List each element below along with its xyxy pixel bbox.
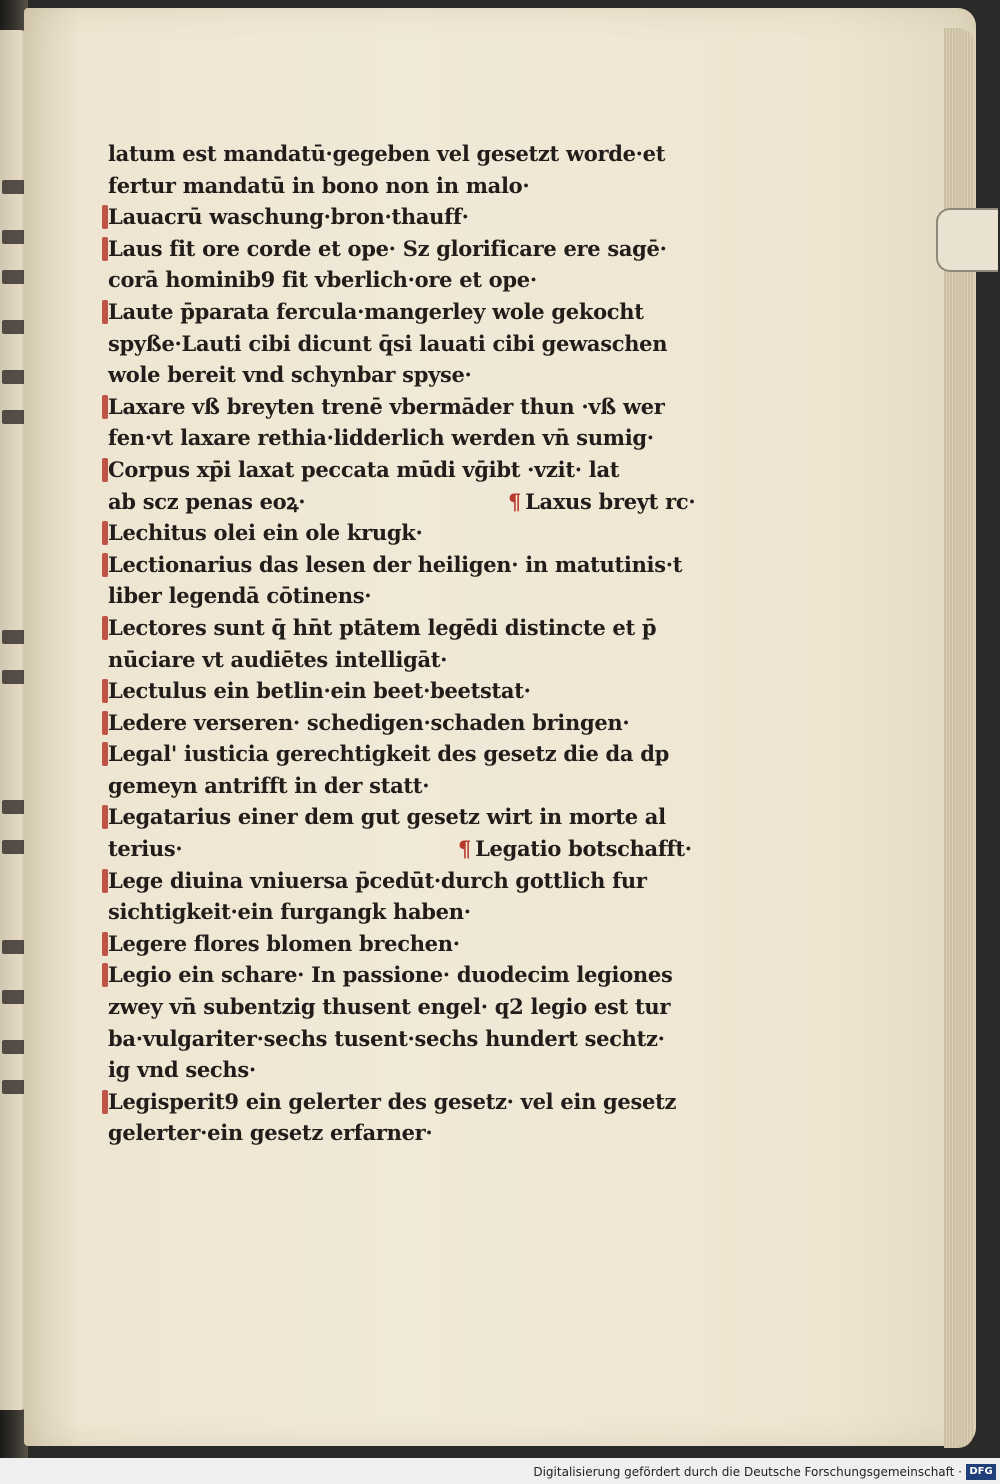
dfg-logo: DFG — [966, 1464, 996, 1480]
text-line-content: Legatarius einer dem gut gesetz wirt in morte al — [108, 804, 666, 830]
text-line-content: Laxare vß breyten trenē vbermāder thun ·vß wer — [108, 393, 665, 419]
text-line — [108, 138, 748, 170]
text-line — [108, 770, 748, 802]
text-line-content: Lectores sunt q̄ hn̄t ptātem legēdi distincte et p̄ — [108, 614, 657, 640]
text-line-content: Corpus xp̄i laxat peccata mūdi vḡibt ·vzit· lat — [108, 456, 620, 482]
text-line — [108, 612, 748, 644]
text-line — [108, 454, 748, 486]
page-clip-tab — [936, 208, 998, 272]
text-line-content: latum est mandatū·gegeben vel gesetzt worde·et — [108, 141, 666, 166]
pilcrow-icon: ¶ — [508, 488, 522, 514]
pilcrow-icon: ¶ — [458, 836, 472, 862]
text-line-content: Ledere verseren· schedigen·schaden bringen· — [108, 709, 630, 735]
text-line-content: Lauacrū waschung·bron·thauff· — [108, 204, 469, 230]
rubric-entry — [458, 833, 692, 865]
text-line — [108, 264, 748, 296]
text-line — [108, 959, 748, 991]
text-line-content: Lechitus olei ein ole krugk· — [108, 520, 423, 546]
text-line — [108, 644, 748, 676]
rubric-entry-text: Laxus breyt rc· — [525, 488, 696, 514]
text-line — [108, 675, 748, 707]
text-line — [108, 201, 748, 233]
text-line — [108, 1086, 748, 1118]
text-line — [108, 486, 748, 518]
rubric-entry-text: Legatio botschafft· — [475, 836, 692, 862]
text-line-content: fen·vt laxare rethia·lidderlich werden vn̄ sumig· — [108, 425, 654, 451]
text-line-content: Legere flores blomen brechen· — [108, 930, 460, 956]
text-line — [108, 896, 748, 928]
text-line-content: gemeyn antrifft in der statt· — [108, 772, 430, 798]
footer-credit: Digitalisierung gefördert durch die Deutsche Forschungsgemeinschaft · — [533, 1465, 962, 1479]
rubric-entry — [508, 486, 695, 518]
text-line — [108, 359, 748, 391]
text-line-content: Lege diuina vniuersa p̄cedūt·durch gottlich fur — [108, 867, 647, 893]
text-line-content: corā hominib9 fit vberlich·ore et ope· — [108, 267, 537, 293]
text-line-content: Laute p̄parata fercula·mangerley wole gekocht — [108, 298, 644, 324]
text-line-content: gelerter·ein gesetz erfarner· — [108, 1120, 433, 1146]
text-line-content: zwey vn̄ subentzig thusent engel· q2 legio est tur — [108, 994, 671, 1020]
text-line — [108, 1117, 748, 1149]
text-line — [108, 801, 748, 833]
text-line — [108, 833, 748, 865]
text-line-content: Lectulus ein betlin·ein beet·beetstat· — [108, 678, 531, 704]
text-line — [108, 233, 748, 265]
text-line — [108, 170, 748, 202]
text-line-content: ig vnd sechs· — [108, 1057, 256, 1083]
text-block — [108, 138, 748, 1149]
text-line — [108, 865, 748, 897]
text-line-content: fertur mandatū in bono non in malo· — [108, 172, 530, 198]
text-line-content: ab scz penas eoꝝ· — [108, 488, 306, 514]
text-line — [108, 738, 748, 770]
text-line — [108, 1023, 748, 1055]
text-line-content: Lectionarius das lesen der heiligen· in matutinis·t — [108, 551, 683, 577]
text-line — [108, 391, 748, 423]
footer-bar — [0, 1458, 1000, 1484]
text-line-content: terius· — [108, 836, 183, 862]
text-line-content: wole bereit vnd schynbar spyse· — [108, 362, 472, 388]
text-line — [108, 328, 748, 360]
text-line — [108, 707, 748, 739]
text-line-content: nūciare vt audiētes intelligāt· — [108, 646, 448, 672]
text-line — [108, 991, 748, 1023]
text-line — [108, 296, 748, 328]
text-line — [108, 1054, 748, 1086]
text-line-content: Legisperit9 ein gelerter des gesetz· vel ein gesetz — [108, 1088, 677, 1114]
text-line-content: Legal' iusticia gerechtigkeit des gesetz die da dp — [108, 741, 669, 767]
text-line — [108, 549, 748, 581]
text-line — [108, 517, 748, 549]
text-line-content: spyße·Lauti cibi dicunt q̄si lauati cibi gewaschen — [108, 330, 668, 356]
text-line-content: ba·vulgariter·sechs tusent·sechs hundert sechtz· — [108, 1025, 665, 1051]
text-line-content: sichtigkeit·ein furgangk haben· — [108, 899, 471, 925]
text-line-content: liber legendā cōtinens· — [108, 583, 372, 609]
text-line-content: Legio ein schare· In passione· duodecim legiones — [108, 962, 673, 988]
text-line-content: Laus fit ore corde et ope· Sz glorificare ere sagē· — [108, 235, 667, 261]
text-line — [108, 422, 748, 454]
text-line — [108, 580, 748, 612]
text-line — [108, 928, 748, 960]
